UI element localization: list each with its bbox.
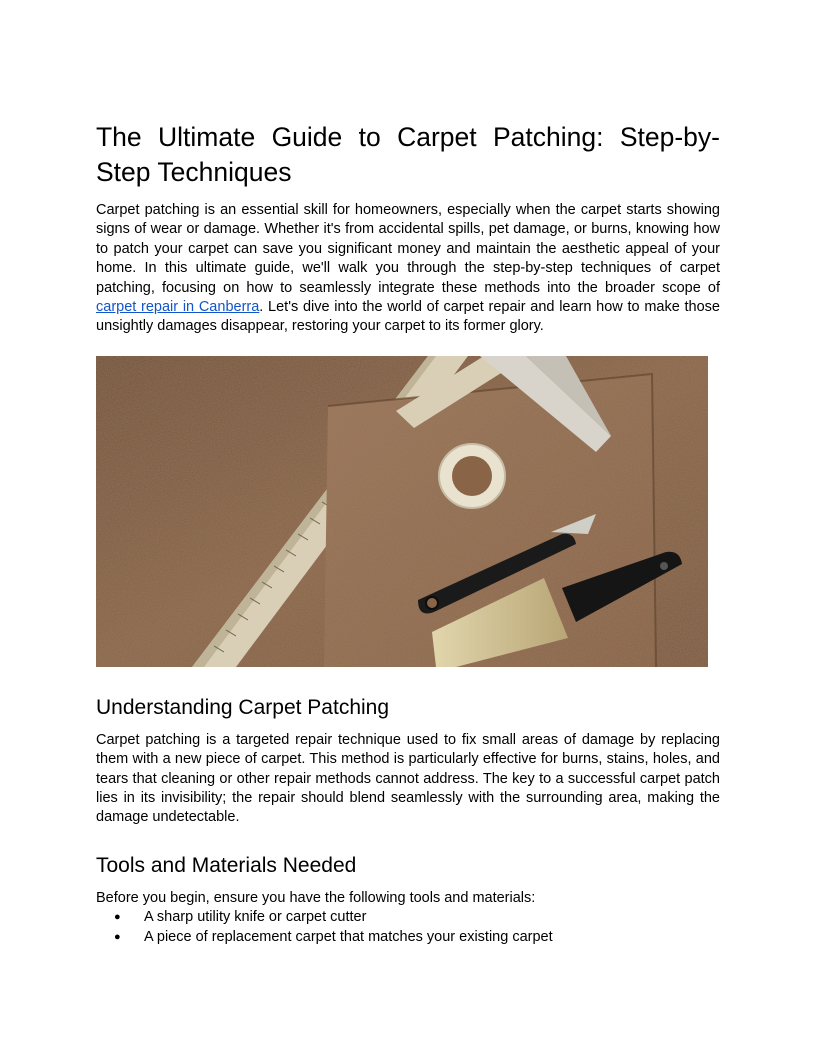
- intro-paragraph: [96, 201, 720, 337]
- document-page: [96, 120, 720, 947]
- section-body-understanding: Carpet patching is a targeted repair technique used to fix small areas of damage by replacing them with a new piece of carpet. This method is particularly effective for burns, stains, holes, and tears that cleaning or other repair methods cannot address. The key to a successful carpet patch lies in its invisibility; the repair should blend seamlessly with the surrounding area, making the damage undetectable.: [96, 731, 720, 826]
- intro-text-end: . Let's dive into the world of carpet repair and learn how to make those unsightly damages disappear, restoring your carpet to its former glory.: [96, 299, 720, 335]
- carpet-repair-tools-photo: [96, 356, 708, 667]
- bullet-icon: ●: [114, 911, 121, 924]
- tape-roll-icon: [439, 444, 505, 508]
- tools-list: [96, 908, 720, 947]
- section-body-tools: Before you begin, ensure you have the following tools and materials:: [96, 889, 536, 906]
- section-heading-understanding: Understanding Carpet Patching: [96, 695, 390, 719]
- carpet-repair-link[interactable]: carpet repair in Canberra: [96, 299, 260, 316]
- list-item-text: A sharp utility knife or carpet cutter: [144, 909, 367, 926]
- list-item: [96, 928, 720, 947]
- document-title: The Ultimate Guide to Carpet Patching: Step-by-Step Techniques: [96, 122, 720, 187]
- intro-text-start: Carpet patching is an essential skill for homeowners, especially when the carpet starts showing signs of wear or damage. Whether it's from accidental spills, pet damage, or burns, knowing how to patch your carpet can save you significant money and maintain the aesthetic appeal of your home. In this ultimate guide, we'll walk you through the step-by-step techniques of carpet patching, focusing on how to seamlessly integrate these methods into the broader scope of: [96, 202, 720, 296]
- list-item: [96, 908, 720, 927]
- section-heading-tools: Tools and Materials Needed: [96, 853, 357, 877]
- bullet-icon: ●: [114, 930, 121, 943]
- list-item-text: A piece of replacement carpet that matches your existing carpet: [144, 928, 553, 945]
